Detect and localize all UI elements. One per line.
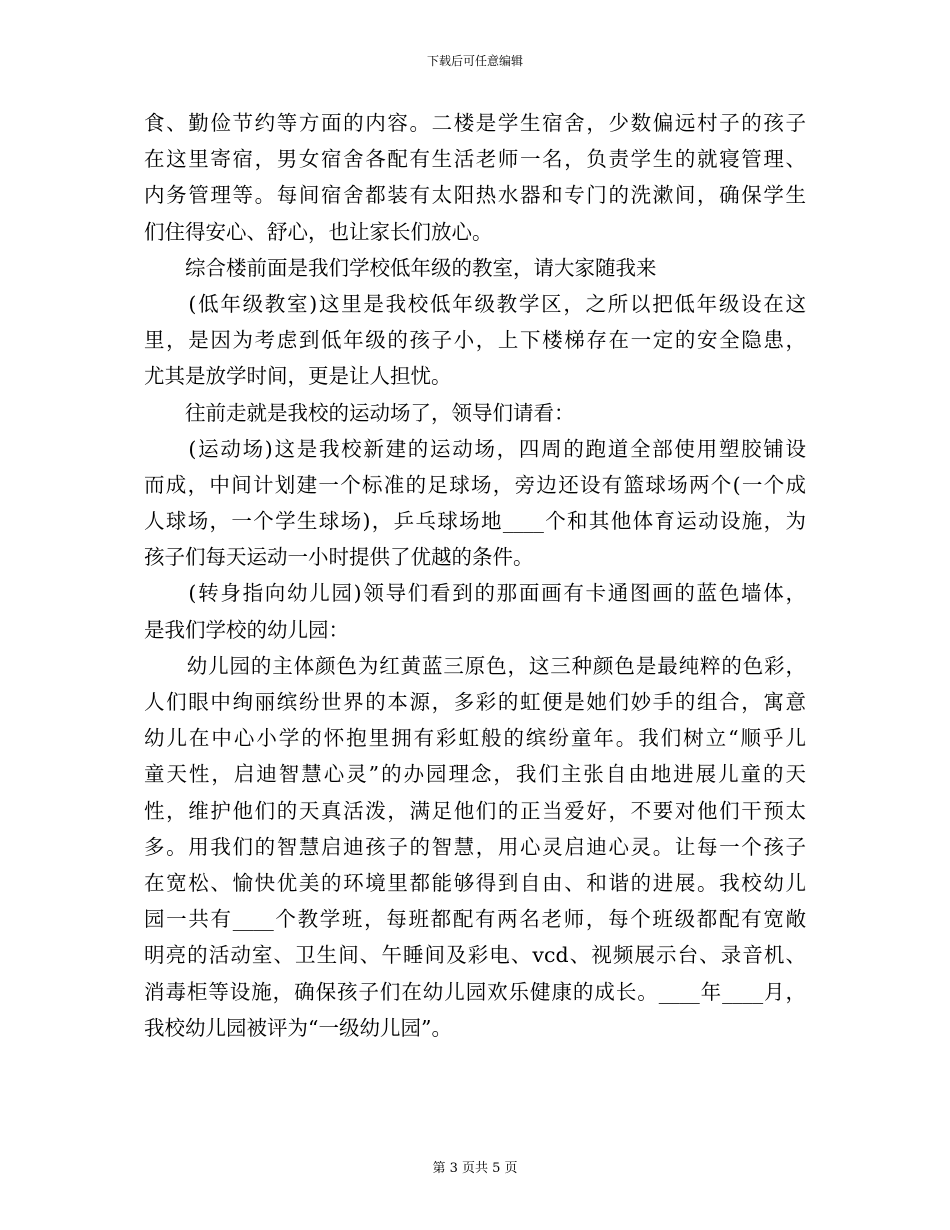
text-line: 内务管理等。每间宿舍都装有太阳热水器和专门的洗漱间，确保学生: [144, 183, 806, 208]
text-line: 孩子们每天运动一小时提供了优越的条件。: [144, 545, 534, 570]
text-line: 我校幼儿园被评为“一级幼儿园”。: [144, 1015, 452, 1040]
text-line: 里，是因为考虑到低年级的孩子小，上下楼梯存在一定的安全隐患，: [144, 328, 806, 353]
text-line: 消毒柜等设施，确保孩子们在幼儿园欢乐健康的成长。____年____月，: [144, 979, 806, 1004]
text-line: 性，维护他们的天真活泼，满足他们的正当爱好，不要对他们干预太: [144, 798, 806, 823]
text-line: 明亮的活动室、卫生间、午睡间及彩电、vcd、视频展示台、录音机、: [144, 943, 806, 968]
text-line: (转身指向幼儿园)领导们看到的那面画有卡通图画的蓝色墙体，: [144, 581, 806, 606]
text-line: 人们眼中绚丽缤纷世界的本源，多彩的虹便是她们妙手的组合，寓意: [144, 690, 806, 714]
text-line: 人球场，一个学生球场)，乒乓球场地____个和其他体育运动设施，为: [144, 509, 806, 534]
paragraph: [144, 431, 806, 576]
text-line: 幼儿在中心小学的怀抱里拥有彩虹般的缤纷童年。我们树立“顺乎儿: [144, 726, 806, 751]
text-line: 多。用我们的智慧启迪孩子的智慧，用心灵启迪心灵。让每一个孩子: [144, 834, 806, 859]
text-line: 童天性，启迪智慧心灵”的办园理念，我们主张自由地进展儿童的天: [144, 762, 806, 787]
paragraph: [144, 105, 806, 250]
page-footer: 第 3 页共 5 页: [432, 1161, 518, 1176]
text-line: 食、勤俭节约等方面的内容。二楼是学生宿舍，少数偏远村子的孩子: [144, 111, 806, 135]
text-line: 幼儿园的主体颜色为红黄蓝三原色，这三种颜色是最纯粹的色彩，: [144, 653, 806, 678]
document-body: [144, 105, 806, 1046]
text-line: 们住得安心、舒心，也让家长们放心。: [144, 219, 493, 244]
text-line: (低年级教室)这里是我校低年级教学区，之所以把低年级设在这: [144, 291, 806, 316]
text-line: 在宽松、愉快优美的环境里都能够得到自由、和谐的进展。我校幼儿: [144, 870, 806, 895]
page-header: 下载后可任意编辑: [426, 54, 523, 68]
paragraph: [144, 250, 806, 286]
text-line: 尤其是放学时间，更是让人担忧。: [144, 364, 452, 389]
paragraph: [144, 395, 806, 431]
paragraph: [144, 648, 806, 1046]
text-line: (运动场)这是我校新建的运动场，四周的跑道全部使用塑胶铺设: [144, 436, 806, 461]
paragraph: [144, 286, 806, 395]
text-line: 而成，中间计划建一个标准的足球场，旁边还设有篮球场两个(一个成: [144, 472, 806, 497]
text-line: 综合楼前面是我们学校低年级的教室，请大家随我来: [144, 255, 657, 280]
paragraph: [144, 575, 806, 647]
text-line: 在这里寄宿，男女宿舍各配有生活老师一名，负责学生的就寝管理、: [144, 147, 806, 172]
text-line: 往前走就是我校的运动场了，领导们请看：: [144, 400, 575, 425]
text-line: 园一共有____个教学班，每班都配有两名老师，每个班级都配有宽敞: [144, 907, 806, 932]
text-line: 是我们学校的幼儿园：: [144, 617, 349, 642]
